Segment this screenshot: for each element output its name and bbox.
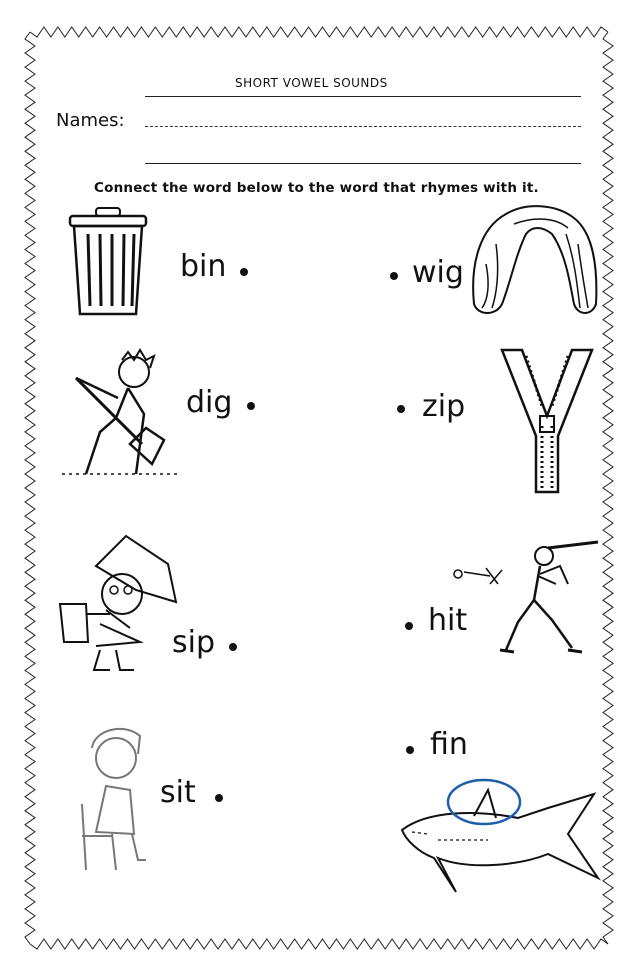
word-bin: bin [180, 249, 227, 284]
word-fin: fin [430, 727, 468, 762]
dot-zip[interactable] [397, 405, 405, 413]
names-dashed-line[interactable] [145, 126, 581, 127]
zipper-icon [498, 346, 596, 496]
batter-icon [448, 540, 608, 660]
word-hit: hit [428, 603, 468, 638]
word-dig: dig [186, 385, 233, 420]
title-underline [145, 96, 581, 97]
dot-hit[interactable] [405, 622, 413, 630]
word-sip: sip [172, 625, 216, 660]
instruction-text: Connect the word below to the word that rhymes with it. [94, 180, 539, 196]
worksheet-title: SHORT VOWEL SOUNDS [235, 76, 388, 90]
dot-fin[interactable] [406, 746, 414, 754]
dot-wig[interactable] [390, 272, 398, 280]
boy-digging-icon [56, 348, 186, 478]
dot-sip[interactable] [229, 643, 237, 651]
dot-sit[interactable] [215, 794, 223, 802]
child-sipping-icon [56, 530, 186, 678]
word-wig: wig [412, 255, 464, 290]
fin-highlight-circle [448, 780, 520, 824]
wig-icon [466, 204, 602, 320]
names-label: Names: [56, 110, 125, 131]
trash-can-icon [66, 206, 150, 318]
word-zip: zip [422, 389, 466, 424]
boy-sitting-icon [72, 724, 156, 872]
word-sit: sit [160, 775, 196, 810]
dot-dig[interactable] [247, 402, 255, 410]
shark-icon [398, 774, 602, 900]
dot-bin[interactable] [240, 268, 248, 276]
names-second-line[interactable] [145, 163, 581, 164]
